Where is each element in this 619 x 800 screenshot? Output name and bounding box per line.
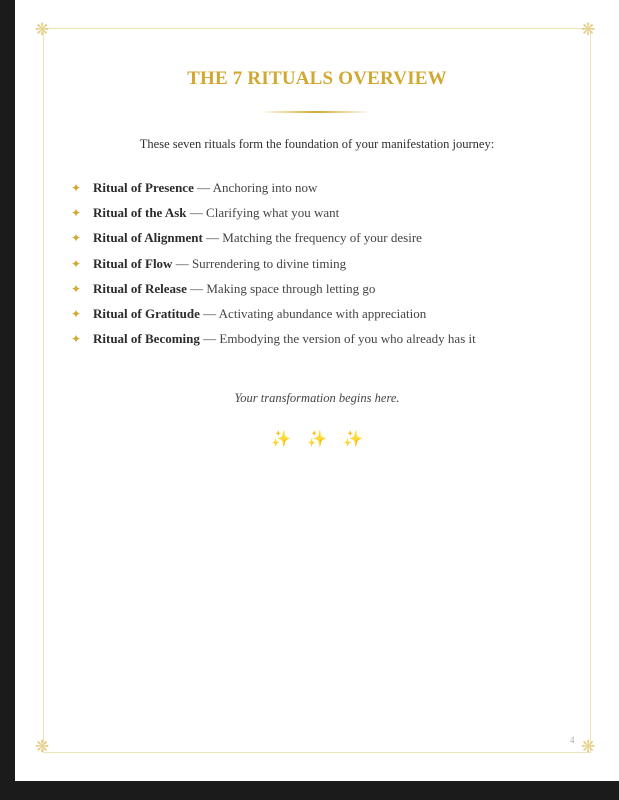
ritual-name: Ritual of Alignment (93, 230, 203, 246)
intro-text: These seven rituals form the foundation of your manifestation journey: (139, 137, 495, 151)
list-item (71, 204, 476, 229)
star-bullet-icon: ✦ (71, 206, 82, 221)
corner-flourish-icon: ❋ (35, 737, 50, 757)
star-bullet-icon: ✦ (71, 306, 82, 321)
ritual-name: Ritual of Becoming (93, 331, 200, 347)
title-divider (261, 111, 371, 113)
star-bullet-icon: ✦ (71, 181, 82, 195)
star-bullet-icon: ✦ (71, 332, 82, 347)
ritual-name: Ritual of the Ask (93, 205, 187, 221)
list-item (71, 330, 476, 355)
ritual-name: Ritual of Presence (93, 180, 194, 195)
star-bullet-icon: ✦ (71, 281, 82, 296)
sparkles-icon: ✨ (342, 429, 363, 448)
ritual-description: — Clarifying what you want (186, 205, 340, 221)
list-item (71, 280, 476, 305)
corner-flourish-icon: ❋ (581, 20, 596, 40)
rituals-list (71, 179, 476, 355)
sparkles-icon: ✨ (307, 429, 327, 448)
star-bullet-icon: ✦ (71, 256, 82, 271)
ritual-description: — Embodying the version of you who already has it (199, 331, 476, 347)
ritual-description: — Activating abundance with appreciation (199, 305, 427, 321)
ritual-name: Ritual of Flow (93, 255, 173, 271)
corner-flourish-icon: ❋ (581, 737, 596, 757)
corner-flourish-icon: ❋ (35, 20, 50, 40)
star-bullet-icon: ✦ (71, 231, 82, 246)
ritual-description: — Surrendering to divine timing (172, 255, 347, 271)
ritual-name: Ritual of Gratitude (93, 305, 200, 321)
list-item (71, 229, 476, 254)
list-item (71, 179, 476, 204)
list-item (71, 255, 476, 280)
document-page (15, 0, 619, 781)
page-title: THE 7 RITUALS OVERVIEW (187, 68, 447, 89)
closing-text: Your transformation begins here. (234, 391, 400, 405)
page-number: 4 (570, 735, 575, 745)
sparkles-icon: ✨ (271, 429, 292, 448)
sparkles-row (15, 429, 619, 448)
ritual-description: — Making space through letting go (186, 280, 376, 296)
ritual-name: Ritual of Release (93, 280, 187, 296)
list-item (71, 305, 476, 330)
ritual-description: — Matching the frequency of your desire (202, 230, 422, 246)
ritual-description: — Anchoring into now (193, 180, 318, 195)
